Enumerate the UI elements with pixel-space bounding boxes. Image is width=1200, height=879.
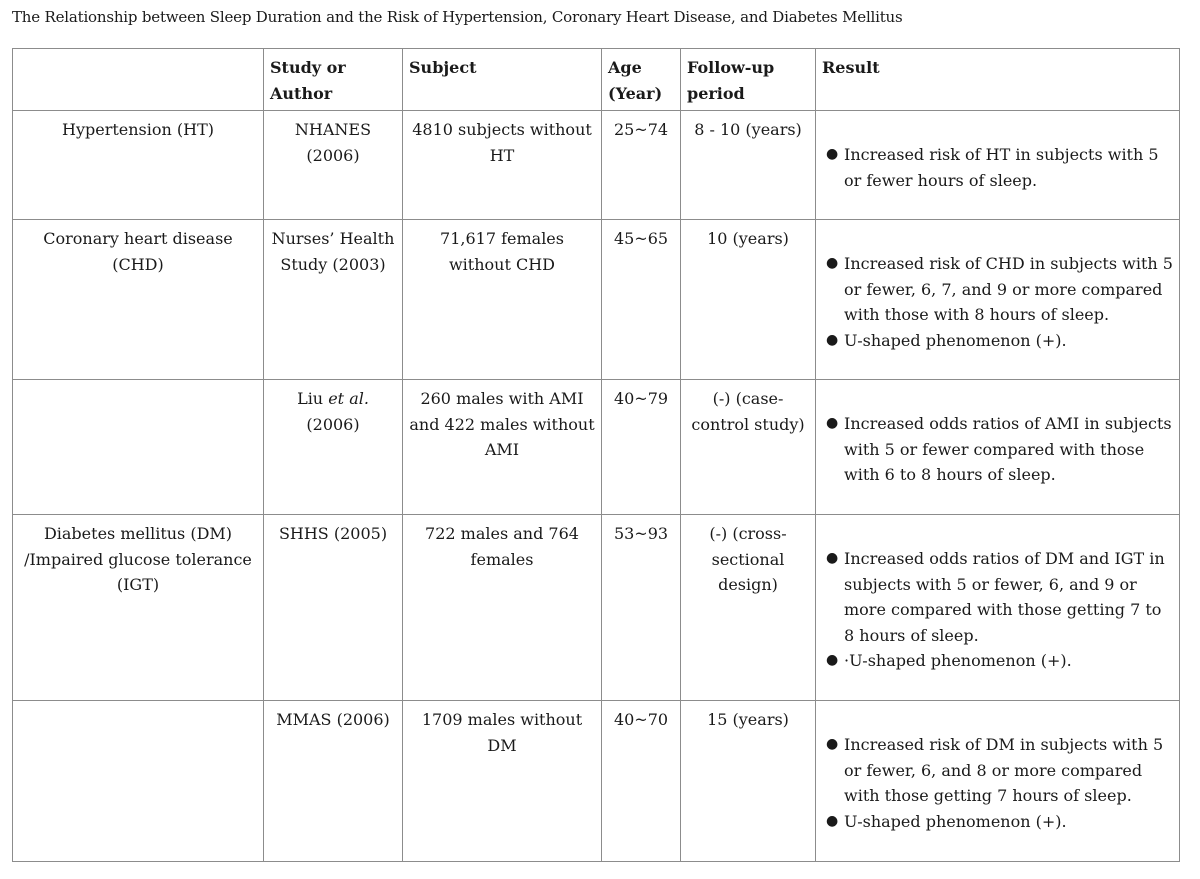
bullet-icon: ● [826,736,839,752]
cell-age: 25~74 [602,111,681,220]
cell-study: MMAS (2006) [264,701,403,862]
header-age-line2: (Year) [608,83,663,103]
result-item [826,648,1173,674]
bullet-icon: ● [826,652,839,668]
cell-followup: (-) (case- control study) [681,380,816,515]
result-text: Increased odds ratios of DM and IGT in subjects with 5 or fewer, 6, and 9 or more compared with those getting 7 to 8 hours of sleep. [844,549,1165,645]
result-item [826,411,1173,488]
header-followup-line2: period [687,83,745,103]
cell-subject: 260 males with AMI and 422 males without AMI [403,380,602,515]
result-list [822,732,1173,834]
header-subject: Subject [403,49,602,111]
cell-followup: 10 (years) [681,220,816,380]
cell-subject: 71,617 females without CHD [403,220,602,380]
table-row [13,515,1180,701]
cell-age: 53~93 [602,515,681,701]
result-item [826,732,1173,809]
bullet-icon: ● [826,146,839,162]
table-row [13,701,1180,862]
cell-condition [13,380,264,515]
result-text: U-shaped phenomenon (+). [844,811,1067,831]
result-list [822,411,1173,488]
cell-study [264,380,403,515]
result-text: Increased risk of DM in subjects with 5 or fewer, 6, and 8 or more compared with those getting 7 hours of sleep. [844,735,1164,805]
result-list [822,546,1173,674]
result-text: Increased odds ratios of AMI in subjects with 5 or fewer compared with those with 6 to 8 hours of sleep. [844,414,1172,484]
header-age [602,49,681,111]
result-item [826,328,1173,354]
cell-study: Nurses’ Health Study (2003) [264,220,403,380]
result-list [822,142,1173,193]
bullet-icon: ● [826,331,839,348]
cell-age: 40~79 [602,380,681,515]
sleep-risk-table [12,48,1180,862]
cell-result [816,380,1180,515]
cell-followup: (-) (cross-sectional design) [681,515,816,701]
header-followup [681,49,816,111]
result-text: U-shaped phenomenon (+). [844,330,1067,350]
result-text: Increased risk of CHD in subjects with 5 or fewer, 6, 7, and 9 or more compared with those with 8 hours of sleep. [844,254,1173,324]
cell-condition [13,701,264,862]
study-year: (2006) [306,414,360,434]
cell-subject: 4810 subjects without HT [403,111,602,220]
table-row [13,380,1180,515]
result-item [826,142,1173,193]
bullet-icon: ● [826,255,839,271]
result-item [826,546,1173,648]
bullet-icon: ● [826,812,839,829]
cell-followup: 15 (years) [681,701,816,862]
result-item [826,809,1173,835]
result-text: ·U-shaped phenomenon (+). [844,651,1072,670]
header-condition [13,49,264,111]
cell-result [816,111,1180,220]
cell-age: 40~70 [602,701,681,862]
table-row [13,111,1180,220]
study-etal: et al. [328,389,369,408]
cell-result [816,515,1180,701]
table-header-row [13,49,1180,111]
study-author: Liu [297,389,329,408]
bullet-icon: ● [826,550,839,566]
cell-condition: Diabetes mellitus (DM) /Impaired glucose tolerance (IGT) [13,515,264,701]
table-row [13,220,1180,380]
result-list [822,251,1173,353]
header-age-line1: Age [608,58,642,77]
bullet-icon: ● [826,415,839,431]
header-followup-line1: Follow-up [687,58,775,77]
cell-study: SHHS (2005) [264,515,403,701]
cell-condition: Coronary heart disease (CHD) [13,220,264,380]
cell-subject: 1709 males without DM [403,701,602,862]
cell-result [816,701,1180,862]
cell-study: NHANES (2006) [264,111,403,220]
result-text: Increased risk of HT in subjects with 5 or fewer hours of sleep. [844,145,1159,190]
table-caption: The Relationship between Sleep Duration and the Risk of Hypertension, Coronary Heart Disease, and Diabetes Mellitus [12,8,903,26]
header-result: Result [816,49,1180,111]
header-study: Study or Author [264,49,403,111]
cell-age: 45~65 [602,220,681,380]
cell-subject: 722 males and 764 females [403,515,602,701]
cell-condition: Hypertension (HT) [13,111,264,220]
cell-followup: 8 - 10 (years) [681,111,816,220]
result-item [826,251,1173,328]
cell-result [816,220,1180,380]
